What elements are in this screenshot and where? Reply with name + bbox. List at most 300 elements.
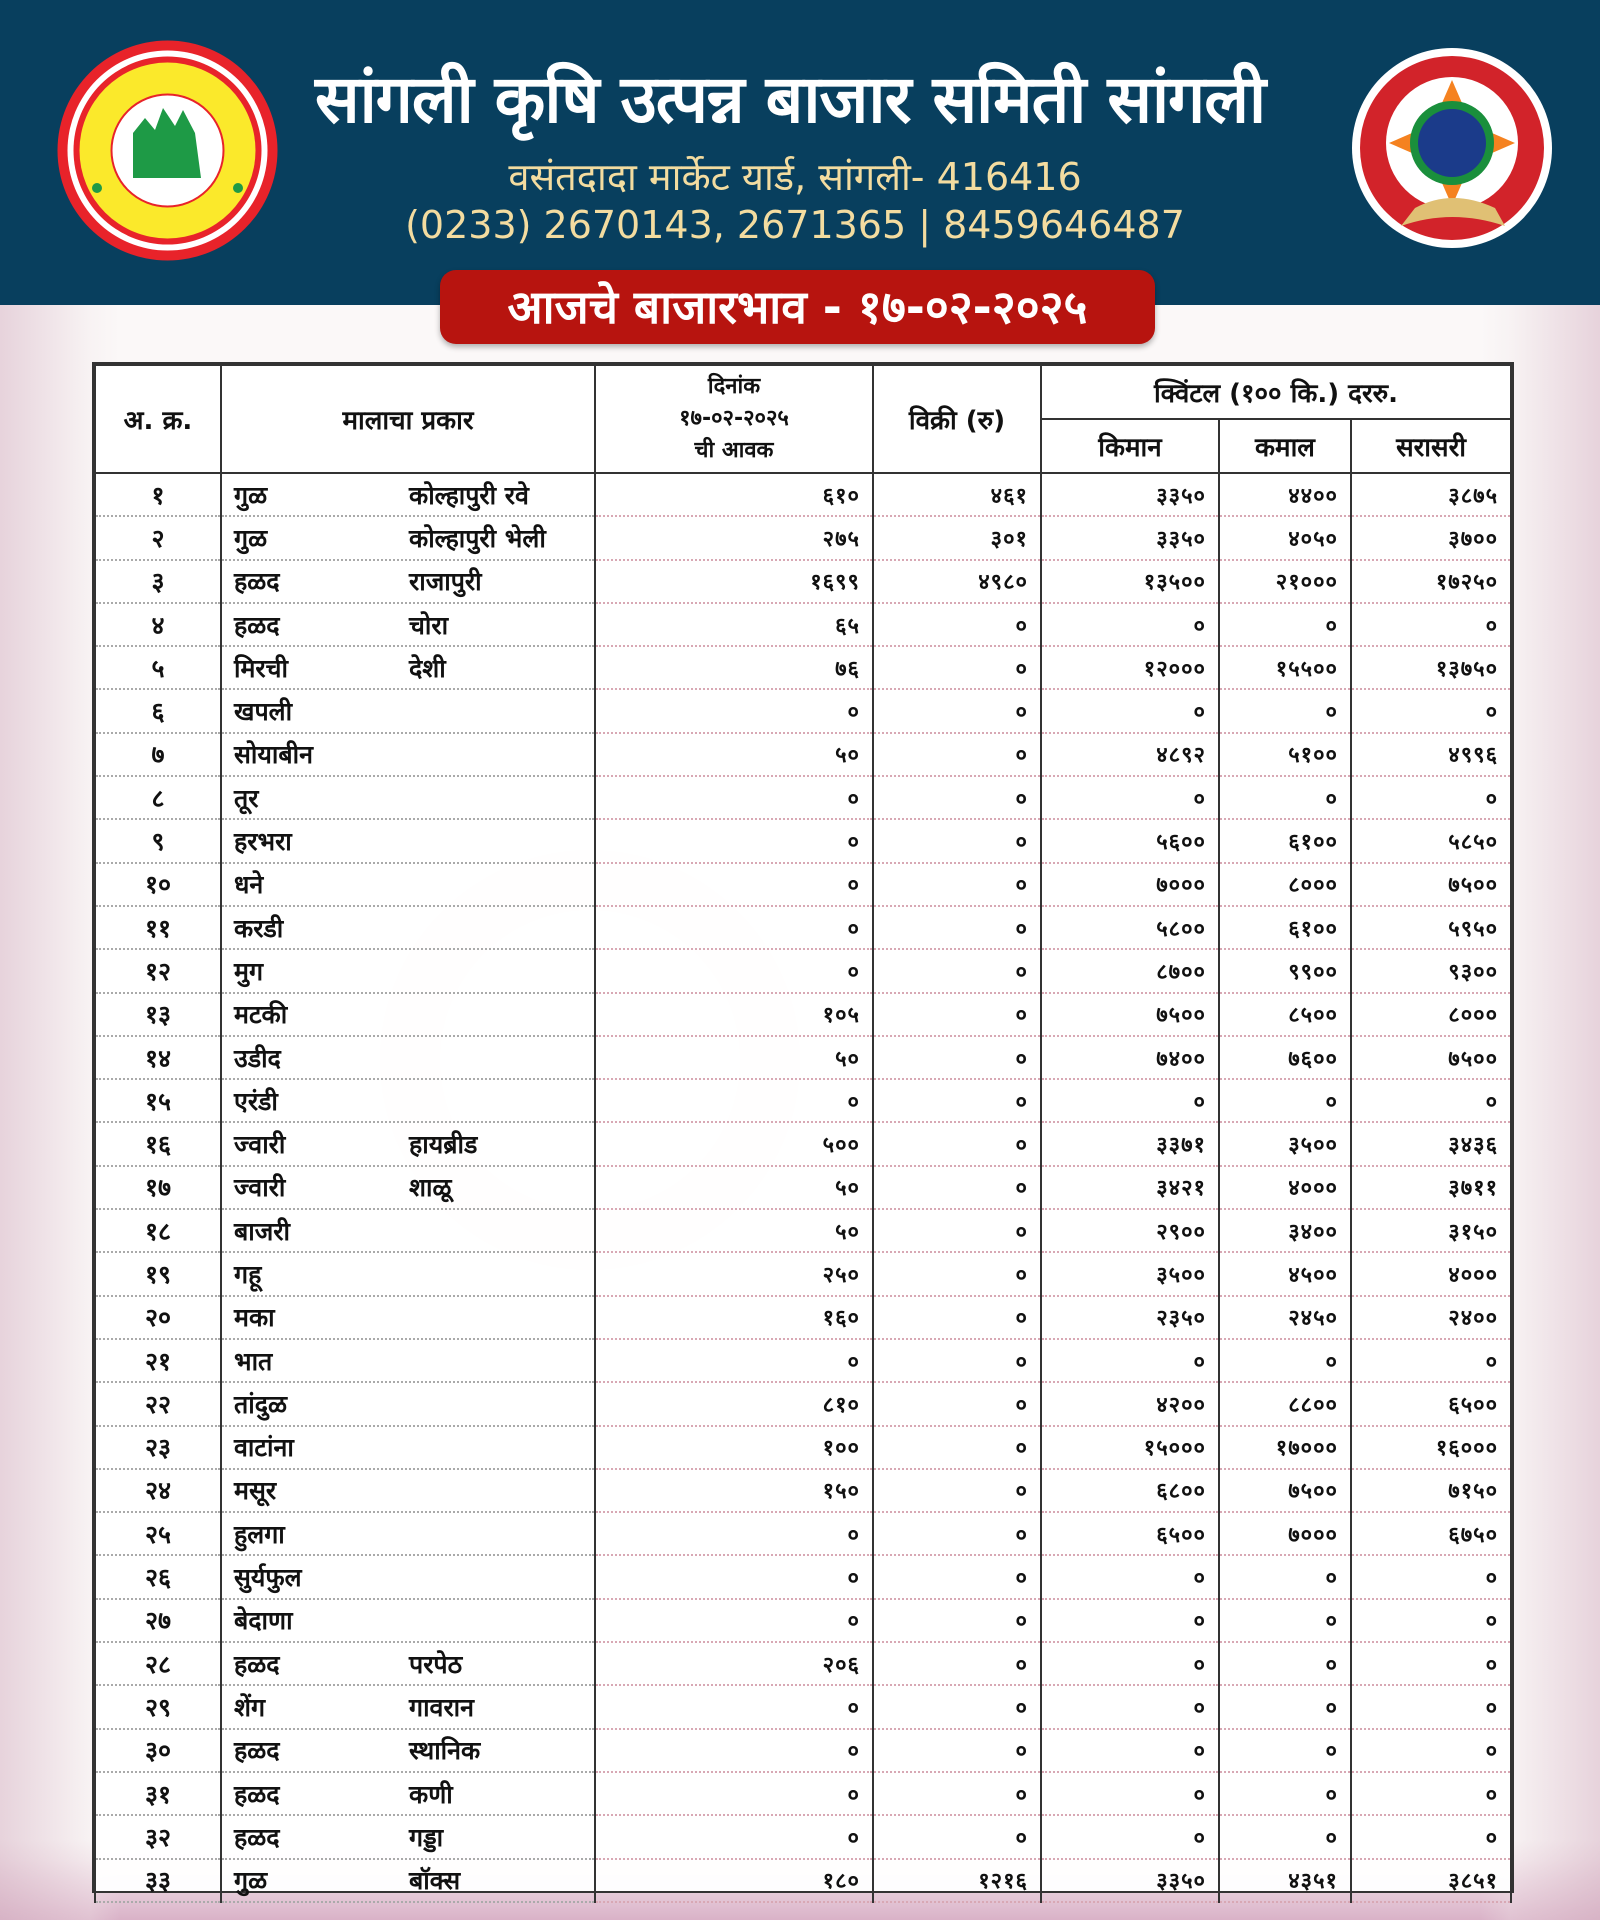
row-sr: २४: [95, 1469, 221, 1512]
row-max-rate: ०: [1219, 1555, 1351, 1598]
row-item: सुर्यफुल: [234, 1563, 302, 1593]
row-sales: ०: [873, 1426, 1041, 1469]
row-avg-rate: २४००: [1351, 1296, 1511, 1339]
row-min-rate: ७४००: [1041, 1036, 1219, 1079]
row-sales: ०: [873, 863, 1041, 906]
row-arrival: ५०: [595, 1209, 873, 1252]
table-row: [95, 1642, 1511, 1685]
row-max-rate: ७५००: [1219, 1469, 1351, 1512]
row-avg-rate: १७२५०: [1351, 560, 1511, 603]
row-variety: गावरान: [409, 1692, 475, 1722]
row-item: हळद: [234, 1649, 280, 1679]
row-max-rate: ४५००: [1219, 1252, 1351, 1295]
row-item-cell: [221, 906, 595, 949]
row-max-rate: ०: [1219, 776, 1351, 819]
row-item-cell: [221, 1209, 595, 1252]
row-sr: १९: [95, 1252, 221, 1295]
row-avg-rate: ०: [1351, 1599, 1511, 1642]
table-row: [95, 1339, 1511, 1382]
row-item-cell: [221, 993, 595, 1036]
row-sales: ०: [873, 819, 1041, 862]
row-arrival: २७५: [595, 516, 873, 559]
row-avg-rate: ३१५०: [1351, 1209, 1511, 1252]
row-variety: बॉक्स: [409, 1866, 461, 1896]
row-min-rate: ३४२१: [1041, 1166, 1219, 1209]
row-sales: ०: [873, 1166, 1041, 1209]
row-max-rate: ५१००: [1219, 733, 1351, 776]
row-sales: ०: [873, 1339, 1041, 1382]
row-max-rate: ०: [1219, 1815, 1351, 1858]
row-min-rate: ५६००: [1041, 819, 1219, 862]
row-sr: २२: [95, 1382, 221, 1425]
row-variety: राजापुरी: [409, 567, 482, 597]
row-sr: १७: [95, 1166, 221, 1209]
row-max-rate: ३५००: [1219, 1122, 1351, 1165]
row-sr: ३३: [95, 1859, 221, 1902]
row-item-cell: [221, 733, 595, 776]
row-item-cell: [221, 603, 595, 646]
row-sr: ३२: [95, 1815, 221, 1858]
row-sales: ०: [873, 1252, 1041, 1295]
row-item: तूर: [234, 783, 259, 813]
row-arrival: ५००: [595, 1122, 873, 1165]
header-bar: [0, 0, 1600, 334]
row-sr: ११: [95, 906, 221, 949]
table-row: [95, 906, 1511, 949]
col-header-sr: अ. क्र.: [95, 365, 221, 473]
table-row: [95, 1426, 1511, 1469]
row-item: भात: [234, 1346, 273, 1376]
row-sr: २९: [95, 1685, 221, 1728]
row-sr: २१: [95, 1339, 221, 1382]
table-row: [95, 1599, 1511, 1642]
row-avg-rate: ७१५०: [1351, 1469, 1511, 1512]
row-sr: १८: [95, 1209, 221, 1252]
row-item: करडी: [234, 913, 284, 943]
row-max-rate: ०: [1219, 1642, 1351, 1685]
row-arrival: १००: [595, 1426, 873, 1469]
col-header-item: मालाचा प्रकार: [221, 365, 595, 473]
row-sales: ०: [873, 646, 1041, 689]
arrival-header-line1: दिनांक: [707, 374, 761, 399]
row-arrival: २५०: [595, 1252, 873, 1295]
row-variety: कोल्हापुरी भेली: [409, 523, 546, 553]
row-item: मटकी: [234, 1000, 288, 1030]
row-max-rate: ४०००: [1219, 1166, 1351, 1209]
row-arrival: ६१०: [595, 473, 873, 516]
row-arrival: ०: [595, 689, 873, 732]
row-max-rate: ०: [1219, 689, 1351, 732]
row-arrival: १५०: [595, 1469, 873, 1512]
row-min-rate: ३५००: [1041, 1252, 1219, 1295]
row-sr: ४: [95, 603, 221, 646]
row-sr: १५: [95, 1079, 221, 1122]
row-avg-rate: ५९५०: [1351, 906, 1511, 949]
row-avg-rate: ०: [1351, 1339, 1511, 1382]
row-item-cell: [221, 1555, 595, 1598]
row-sales: ०: [873, 1296, 1041, 1339]
row-sr: ३०: [95, 1729, 221, 1772]
row-min-rate: ०: [1041, 603, 1219, 646]
amrut-mahotsav-logo: [1345, 48, 1560, 263]
row-max-rate: ८८००: [1219, 1382, 1351, 1425]
row-item: हुलगा: [234, 1519, 285, 1549]
row-sales: ०: [873, 689, 1041, 732]
row-item-cell: [221, 473, 595, 516]
table-row: [95, 1685, 1511, 1728]
row-avg-rate: ९३००: [1351, 949, 1511, 992]
row-arrival: १८०: [595, 1859, 873, 1902]
row-item-cell: [221, 1339, 595, 1382]
row-sales: ३०१: [873, 516, 1041, 559]
row-item-cell: [221, 776, 595, 819]
row-arrival: ०: [595, 863, 873, 906]
row-max-rate: ९९००: [1219, 949, 1351, 992]
row-sr: १: [95, 473, 221, 516]
table-row: [95, 863, 1511, 906]
row-sr: ५: [95, 646, 221, 689]
row-sales: ०: [873, 1815, 1041, 1858]
row-arrival: ०: [595, 1512, 873, 1555]
row-avg-rate: ०: [1351, 1815, 1511, 1858]
row-arrival: ०: [595, 1339, 873, 1382]
table-row: [95, 689, 1511, 732]
row-arrival: ०: [595, 776, 873, 819]
row-max-rate: २१०००: [1219, 560, 1351, 603]
row-min-rate: ०: [1041, 1642, 1219, 1685]
row-max-rate: ०: [1219, 1339, 1351, 1382]
row-arrival: ५०: [595, 733, 873, 776]
row-sales: ०: [873, 1642, 1041, 1685]
row-sales: ०: [873, 1382, 1041, 1425]
row-max-rate: ०: [1219, 1729, 1351, 1772]
row-avg-rate: ०: [1351, 1555, 1511, 1598]
table-row: [95, 1036, 1511, 1079]
row-avg-rate: ५८५०: [1351, 819, 1511, 862]
col-header-sales: विक्री (रु): [873, 365, 1041, 473]
row-item: हळद: [234, 1779, 280, 1809]
row-item-cell: [221, 1815, 595, 1858]
row-item: एरंडी: [234, 1086, 278, 1116]
row-sales: ०: [873, 1469, 1041, 1512]
row-item: मसूर: [234, 1476, 277, 1506]
table-row: [95, 1166, 1511, 1209]
table-row: [95, 1296, 1511, 1339]
row-item-cell: [221, 949, 595, 992]
row-item: खपली: [234, 697, 293, 727]
row-item-cell: [221, 1859, 595, 1902]
row-min-rate: १२०००: [1041, 646, 1219, 689]
table-row: [95, 646, 1511, 689]
row-max-rate: ८५००: [1219, 993, 1351, 1036]
row-item-cell: [221, 1685, 595, 1728]
row-item: बाजरी: [234, 1216, 291, 1246]
table-row: [95, 1729, 1511, 1772]
row-min-rate: ०: [1041, 776, 1219, 819]
row-sr: ३: [95, 560, 221, 603]
row-sr: २३: [95, 1426, 221, 1469]
row-sales: ०: [873, 1555, 1041, 1598]
row-avg-rate: ०: [1351, 1685, 1511, 1728]
row-min-rate: ०: [1041, 1079, 1219, 1122]
row-avg-rate: ०: [1351, 1079, 1511, 1122]
table-row: [95, 1079, 1511, 1122]
row-sr: २८: [95, 1642, 221, 1685]
table-row: [95, 1555, 1511, 1598]
row-item: वाटांना: [234, 1433, 294, 1463]
row-item-cell: [221, 1036, 595, 1079]
phone-numbers: (0233) 2670143, 2671365 | 8459646487: [405, 203, 1185, 247]
row-sales: ०: [873, 906, 1041, 949]
row-max-rate: ०: [1219, 1079, 1351, 1122]
row-avg-rate: ३८७५: [1351, 473, 1511, 516]
row-item: गुळ: [234, 480, 268, 510]
row-max-rate: ४०५०: [1219, 516, 1351, 559]
address-text: वसंतदादा मार्केट यार्ड, सांगली- 416416: [508, 155, 1082, 199]
table-row: [95, 1382, 1511, 1425]
row-arrival: ०: [595, 1685, 873, 1728]
row-arrival: ०: [595, 1815, 873, 1858]
row-sales: ०: [873, 949, 1041, 992]
row-item: हळद: [234, 567, 280, 597]
row-arrival: ०: [595, 1772, 873, 1815]
row-max-rate: ६१००: [1219, 906, 1351, 949]
row-variety: चोरा: [409, 610, 449, 640]
row-item: उडीद: [234, 1043, 281, 1073]
table-row: [95, 516, 1511, 559]
row-min-rate: ४८९२: [1041, 733, 1219, 776]
row-avg-rate: ०: [1351, 776, 1511, 819]
row-avg-rate: ३४३६: [1351, 1122, 1511, 1165]
row-sales: ०: [873, 603, 1041, 646]
col-header-rate-group: क्विंटल (१०० कि.) दररु.: [1041, 365, 1511, 419]
row-sales: ०: [873, 1599, 1041, 1642]
row-min-rate: ०: [1041, 689, 1219, 732]
row-arrival: १०५: [595, 993, 873, 1036]
row-item-cell: [221, 1079, 595, 1122]
table-row: [95, 1252, 1511, 1295]
row-item: गहू: [234, 1259, 262, 1289]
row-item: धने: [234, 870, 264, 900]
row-sr: १४: [95, 1036, 221, 1079]
row-max-rate: ८०००: [1219, 863, 1351, 906]
row-max-rate: ०: [1219, 1772, 1351, 1815]
row-sales: ०: [873, 776, 1041, 819]
row-sales: ०: [873, 1512, 1041, 1555]
row-sr: १३: [95, 993, 221, 1036]
row-max-rate: ३४००: [1219, 1209, 1351, 1252]
row-avg-rate: ६५००: [1351, 1382, 1511, 1425]
row-min-rate: ७५००: [1041, 993, 1219, 1036]
table-row: [95, 1209, 1511, 1252]
row-sales: ०: [873, 1036, 1041, 1079]
row-sr: २: [95, 516, 221, 559]
row-sr: ८: [95, 776, 221, 819]
row-variety: स्थानिक: [409, 1736, 481, 1766]
row-item: हळद: [234, 1822, 280, 1852]
row-min-rate: ७०००: [1041, 863, 1219, 906]
row-arrival: २०६: [595, 1642, 873, 1685]
row-min-rate: ६५००: [1041, 1512, 1219, 1555]
row-sr: २५: [95, 1512, 221, 1555]
row-max-rate: ७०००: [1219, 1512, 1351, 1555]
row-sr: २०: [95, 1296, 221, 1339]
row-max-rate: २४५०: [1219, 1296, 1351, 1339]
row-sales: ०: [873, 1772, 1041, 1815]
row-variety: कोल्हापुरी रवे: [409, 480, 529, 510]
row-arrival: ०: [595, 1555, 873, 1598]
row-item: ज्वारी: [234, 1130, 286, 1160]
row-avg-rate: ७५००: [1351, 863, 1511, 906]
row-avg-rate: ३७००: [1351, 516, 1511, 559]
table-row: [95, 1815, 1511, 1858]
row-min-rate: २९००: [1041, 1209, 1219, 1252]
row-item: तांदुळ: [234, 1389, 288, 1419]
row-item: शेंग: [234, 1692, 266, 1722]
row-sr: २७: [95, 1599, 221, 1642]
col-header-min: किमान: [1041, 419, 1219, 473]
row-arrival: ६५: [595, 603, 873, 646]
table-row: [95, 819, 1511, 862]
row-item-cell: [221, 1512, 595, 1555]
row-avg-rate: ३८५१: [1351, 1859, 1511, 1902]
row-item: मिरची: [234, 653, 289, 683]
row-min-rate: ८७००: [1041, 949, 1219, 992]
row-item-cell: [221, 1426, 595, 1469]
row-sales: ०: [873, 1685, 1041, 1728]
row-avg-rate: ०: [1351, 1772, 1511, 1815]
row-item: गुळ: [234, 523, 268, 553]
row-avg-rate: १३७५०: [1351, 646, 1511, 689]
row-min-rate: ६८००: [1041, 1469, 1219, 1512]
row-item-cell: [221, 560, 595, 603]
row-min-rate: ३३५०: [1041, 1859, 1219, 1902]
table-row: [95, 1772, 1511, 1815]
row-min-rate: ३३७१: [1041, 1122, 1219, 1165]
row-item-cell: [221, 516, 595, 559]
row-max-rate: ४४००: [1219, 473, 1351, 516]
row-arrival: ७६: [595, 646, 873, 689]
row-avg-rate: ०: [1351, 689, 1511, 732]
table-row: [95, 473, 1511, 516]
row-avg-rate: ७५००: [1351, 1036, 1511, 1079]
row-min-rate: १५०००: [1041, 1426, 1219, 1469]
row-max-rate: ०: [1219, 1599, 1351, 1642]
row-arrival: ०: [595, 1599, 873, 1642]
row-variety: परपेठ: [409, 1649, 463, 1679]
row-avg-rate: ४९९६: [1351, 733, 1511, 776]
row-arrival: ५०: [595, 1166, 873, 1209]
table-row: [95, 560, 1511, 603]
row-item-cell: [221, 1469, 595, 1512]
row-arrival: ०: [595, 1079, 873, 1122]
row-avg-rate: ३७११: [1351, 1166, 1511, 1209]
row-item-cell: [221, 689, 595, 732]
row-avg-rate: ०: [1351, 1642, 1511, 1685]
row-item: हरभरा: [234, 827, 292, 857]
row-avg-rate: १६०००: [1351, 1426, 1511, 1469]
table-row: [95, 993, 1511, 1036]
row-variety: हायब्रीड: [409, 1130, 478, 1160]
row-item: हळद: [234, 1736, 280, 1766]
row-sales: ०: [873, 993, 1041, 1036]
row-max-rate: १५५००: [1219, 646, 1351, 689]
row-max-rate: ७६००: [1219, 1036, 1351, 1079]
row-max-rate: ४३५१: [1219, 1859, 1351, 1902]
row-arrival: १६९९: [595, 560, 873, 603]
row-min-rate: ०: [1041, 1599, 1219, 1642]
row-min-rate: ०: [1041, 1555, 1219, 1598]
table-row: [95, 1512, 1511, 1555]
arrival-header-line2: १७-०२-२०२५: [679, 406, 789, 431]
row-item-cell: [221, 1122, 595, 1165]
row-min-rate: ०: [1041, 1729, 1219, 1772]
row-arrival: ०: [595, 949, 873, 992]
row-arrival: ८१०: [595, 1382, 873, 1425]
row-sr: ६: [95, 689, 221, 732]
row-item-cell: [221, 1642, 595, 1685]
row-item-cell: [221, 819, 595, 862]
col-header-avg: सरासरी: [1351, 419, 1511, 473]
row-arrival: ५०: [595, 1036, 873, 1079]
table-row: [95, 733, 1511, 776]
table-row: [95, 1122, 1511, 1165]
col-header-max: कमाल: [1219, 419, 1351, 473]
row-min-rate: ०: [1041, 1815, 1219, 1858]
row-item-cell: [221, 1382, 595, 1425]
row-arrival: ०: [595, 819, 873, 862]
row-sales: ०: [873, 1209, 1041, 1252]
table-row: [95, 949, 1511, 992]
row-variety: गड्डा: [409, 1822, 444, 1852]
row-item-cell: [221, 1252, 595, 1295]
row-max-rate: १७०००: [1219, 1426, 1351, 1469]
row-sales: ४६१: [873, 473, 1041, 516]
row-sr: १६: [95, 1122, 221, 1165]
row-variety: कणी: [409, 1779, 453, 1809]
row-item: ज्वारी: [234, 1173, 286, 1203]
row-min-rate: ३३५०: [1041, 516, 1219, 559]
col-header-arrival: [595, 365, 873, 473]
row-sales: ०: [873, 1729, 1041, 1772]
row-avg-rate: ०: [1351, 603, 1511, 646]
row-item-cell: [221, 1166, 595, 1209]
row-max-rate: ०: [1219, 1685, 1351, 1728]
row-sales: ०: [873, 1122, 1041, 1165]
row-variety: शाळू: [409, 1173, 452, 1203]
row-sales: ०: [873, 733, 1041, 776]
row-min-rate: २३५०: [1041, 1296, 1219, 1339]
row-item-cell: [221, 1772, 595, 1815]
row-max-rate: ०: [1219, 603, 1351, 646]
apmc-sangli-logo: [55, 38, 280, 263]
page-title: सांगली कृषि उत्पन्न बाजार समिती सांगली: [314, 61, 1266, 138]
row-item-cell: [221, 1599, 595, 1642]
row-min-rate: ५८००: [1041, 906, 1219, 949]
row-item: गुळ: [234, 1866, 268, 1896]
row-item-cell: [221, 646, 595, 689]
market-rates-date-banner: आजचे बाजारभाव - १७-०२-२०२५: [440, 270, 1155, 344]
row-arrival: ०: [595, 906, 873, 949]
table-row: [95, 603, 1511, 646]
row-avg-rate: ८०००: [1351, 993, 1511, 1036]
row-max-rate: ६१००: [1219, 819, 1351, 862]
row-item-cell: [221, 863, 595, 906]
row-avg-rate: ६७५०: [1351, 1512, 1511, 1555]
row-sales: ०: [873, 1079, 1041, 1122]
row-min-rate: १३५००: [1041, 560, 1219, 603]
row-arrival: १६०: [595, 1296, 873, 1339]
